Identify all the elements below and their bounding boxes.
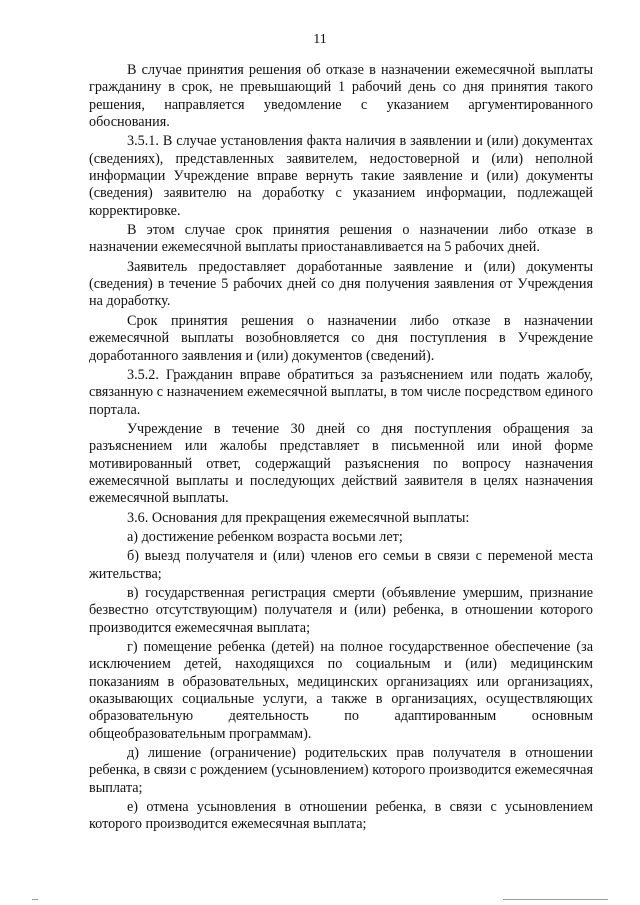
- paragraph-resubmission: Заявитель предоставляет доработанные заявление и (или) документы (сведения) в течение 5 рабочих дней со дня получения заявления от Учреждения на доработку.: [89, 258, 593, 310]
- list-item-b: б) выезд получателя и (или) членов его семьи в связи с переменой места жительства;: [89, 548, 593, 582]
- list-item-v: в) государственная регистрация смерти (объявление умершим, признание безвестно отсутствующим) получателя и (или) ребенка, в отношении которого производится ежемесячная выплата;: [89, 584, 593, 636]
- list-item-a: а) достижение ребенком возраста восьми лет;: [127, 528, 403, 545]
- paragraph-3-5-2: 3.5.2. Гражданин вправе обратиться за разъяснением или подать жалобу, связанную с назначением ежемесячной выплаты, в том числе посредством единого портала.: [89, 366, 593, 418]
- paragraph-3-5-1: 3.5.1. В случае установления факта наличия в заявлении и (или) документах (сведениях), представленных заявителем, недостоверной и (или) неполной информации Учреждение вправе вернуть такие заявление и (или) документы (сведения) заявителю на доработку с указанием информации, подлежащей корректировке.: [89, 133, 593, 219]
- list-item-d: д) лишение (ограничение) родительских прав получателя в отношении ребенка, в связи с рождением (усыновлением) которого производится ежемесячная выплата;: [89, 745, 593, 796]
- paragraph-term-resumption: Срок принятия решения о назначении либо отказе в назначении ежемесячной выплаты возобновляется со дня поступления в Учреждение доработанного заявления и (или) документов (сведений).: [89, 312, 593, 364]
- list-item-g: г) помещение ребенка (детей) на полное государственное обеспечение (за исключением детей, находящихся по социальным и (или) медицинским показаниям в образовательных, медицинских организациях или организациях, оказывающих социальные услуги, а также в организациях, осуществляющих образовательную деятельность по адаптированным основным общеобразовательным программам).: [89, 639, 593, 742]
- paragraph-response-term: Учреждение в течение 30 дней со дня поступления обращения за разъяснением или жалобы представляет в письменной или иной форме мотивированный ответ, содержащий разъяснения по вопросу назначения ежемесячной выплаты и последующих действий заявителя в целях назначения ежемесячной выплаты.: [89, 420, 593, 507]
- document-body: [89, 62, 593, 836]
- scan-mark-right: [503, 899, 608, 900]
- scan-mark-left: [32, 899, 38, 900]
- page-number: 11: [313, 32, 327, 47]
- paragraph-refusal-notice: В случае принятия решения об отказе в назначении ежемесячной выплаты гражданину в срок, не превышающий 1 рабочий день со дня принятия такого решения, направляется уведомление с указанием аргументированного обоснования.: [89, 62, 593, 131]
- paragraph-3-6-heading: 3.6. Основания для прекращения ежемесячной выплаты:: [127, 509, 470, 526]
- paragraph-term-suspension: В этом случае срок принятия решения о назначении либо отказе в назначении ежемесячной выплаты приостанавливается на 5 рабочих дней.: [89, 222, 593, 256]
- list-item-e: е) отмена усыновления в отношении ребенка, в связи с усыновлением которого производится ежемесячная выплата;: [89, 799, 593, 833]
